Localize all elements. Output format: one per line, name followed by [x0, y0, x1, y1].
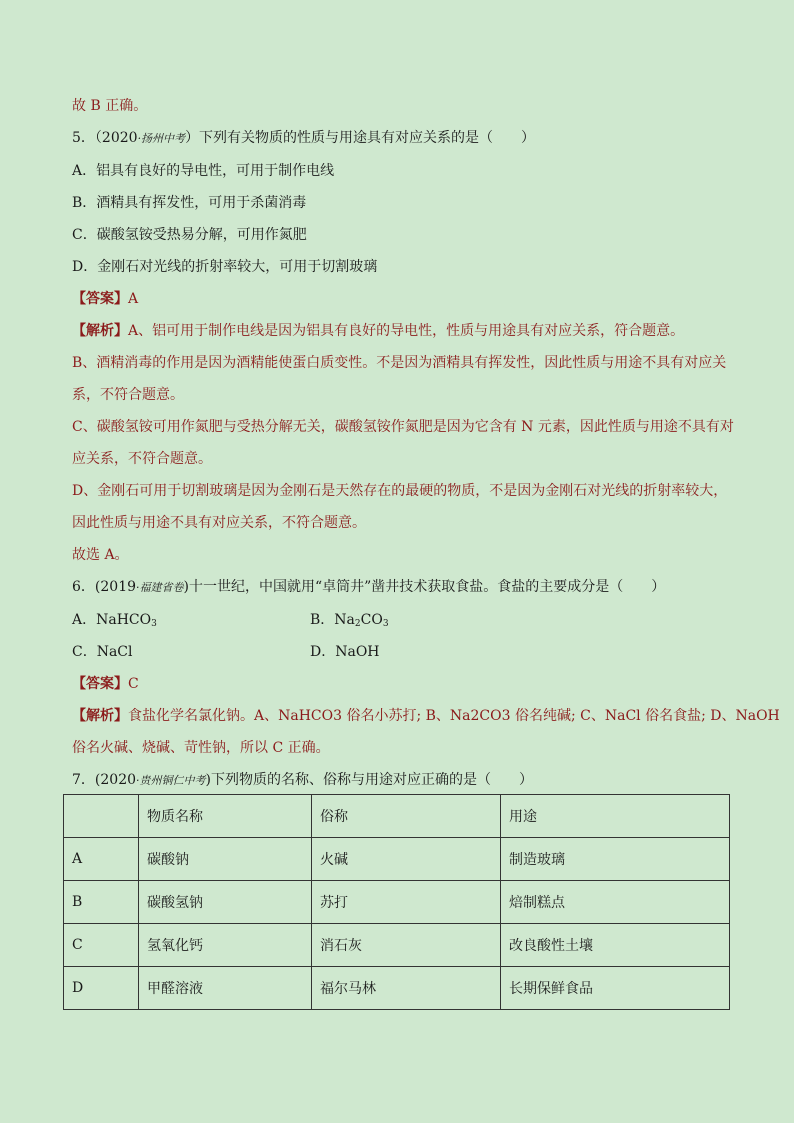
q7-year: 2020 [100, 772, 137, 788]
q5-analysis-7: 因此性质与用途不具有对应关系，不符合题意。 [72, 515, 366, 531]
table-cell: 长期保鲜食品 [501, 967, 730, 1010]
q6-stem-text: )十一世纪，中国就用“卓筒井”凿井技术获取食盐。食盐的主要成分是（ ） [183, 579, 666, 595]
q5-option-a: A．铝具有良好的导电性，可用于制作电线 [72, 163, 335, 179]
table-header-cell: 用途 [501, 795, 730, 838]
q6-options-row-2 [72, 642, 732, 662]
q5-analysis-1 [72, 321, 732, 341]
table-cell: 氢氧化钙 [139, 924, 312, 967]
q7-number: 7．( [72, 772, 101, 788]
q5-year: 2020 [101, 130, 138, 146]
q6-option-b-mid: CO [360, 612, 383, 628]
q5-number: 5．（ [72, 130, 102, 146]
q6-analysis-2: 俗名火碱、烧碱、苛性钠，所以 C 正确。 [72, 740, 330, 756]
table-cell: A [64, 838, 139, 881]
q6-option-b-sub2: 3 [382, 619, 389, 629]
q5-option-c: C．碳酸氢铵受热易分解，可用作氮肥 [72, 227, 307, 243]
q6-option-d: D．NaOH [310, 644, 380, 660]
q5-answer-value: A [128, 291, 139, 307]
q5-conclusion: 故选 A。 [72, 547, 129, 563]
q6-answer [72, 674, 732, 694]
q5-answer-label: 【答案】 [72, 291, 128, 307]
table-cell: C [64, 924, 139, 967]
q5-analysis-label: 【解析】 [72, 323, 128, 339]
table-cell: 改良酸性土壤 [501, 924, 730, 967]
q5-option-d: D．金刚石对光线的折射率较大，可用于切割玻璃 [72, 259, 378, 275]
table-cell: 福尔马林 [312, 967, 501, 1010]
q6-analysis-text-1: 食盐化学名氯化钠。A、NaHCO3 俗名小苏打; B、Na2CO3 俗名纯碱; C、NaCl 俗名食盐; D、NaOH [128, 708, 780, 724]
q5-analysis-text-1: A、铝可用于制作电线是因为铝具有良好的导电性，性质与用途具有对应关系，符合题意。 [128, 323, 685, 339]
q6-options-row-1 [72, 610, 732, 630]
table-row [64, 881, 730, 924]
q6-year: 2019 [100, 579, 137, 595]
table-cell: 碳酸钠 [139, 838, 312, 881]
table-header-cell [64, 795, 139, 838]
q5-analysis-6: D、金刚石可用于切割玻璃是因为金刚石是天然存在的最硬的物质，不是因为金刚石对光线的折射率较大， [72, 483, 728, 499]
table-header-cell: 俗称 [312, 795, 501, 838]
table-cell: 火碱 [312, 838, 501, 881]
q6-number: 6．( [72, 579, 101, 595]
q6-answer-label: 【答案】 [72, 676, 128, 692]
q5-option-b: B．酒精具有挥发性，可用于杀菌消毒 [72, 195, 307, 211]
table-row [64, 967, 730, 1010]
question-6-stem [72, 577, 732, 598]
table-cell: 消石灰 [312, 924, 501, 967]
table-cell: 碳酸氢钠 [139, 881, 312, 924]
table-cell: B [64, 881, 139, 924]
q5-analysis-2: B、酒精消毒的作用是因为酒精能使蛋白质变性。不是因为酒精具有挥发性，因此性质与用途不具有对应关 [72, 355, 727, 371]
q6-answer-value: C [128, 676, 139, 692]
q5-answer [72, 289, 732, 309]
q6-option-a-text: A．NaHCO [72, 612, 152, 628]
question-5-stem [72, 128, 732, 149]
q5-source: ·扬州中考 [137, 132, 186, 145]
q6-option-a-sub: 3 [151, 619, 157, 629]
table-cell: 焙制糕点 [501, 881, 730, 924]
table-row [64, 924, 730, 967]
table-header-row [64, 795, 730, 838]
table-cell: 甲醛溶液 [139, 967, 312, 1010]
q5-analysis-4: C、碳酸氢铵可用作氮肥与受热分解无关，碳酸氢铵作氮肥是因为它含有 N 元素，因此性质与用途不具有对 [72, 419, 734, 435]
table-cell: 制造玻璃 [501, 838, 730, 881]
document-page [72, 96, 780, 803]
q6-option-c: C．NaCl [72, 644, 133, 660]
q7-stem-text: )下列物质的名称、俗称与用途对应正确的是（ ） [205, 772, 533, 788]
question-7-stem [72, 770, 732, 791]
q6-source: ·福建省卷 [136, 581, 184, 594]
q6-option-b [310, 610, 389, 630]
q5-analysis-5: 应关系，不符合题意。 [72, 451, 212, 467]
table-cell: D [64, 967, 139, 1010]
q6-analysis-label: 【解析】 [72, 708, 128, 724]
q5-stem-text: ）下列有关物质的性质与用途具有对应关系的是（ ） [185, 130, 536, 146]
q6-option-b-text: B．Na [310, 612, 355, 628]
q6-option-a [72, 610, 310, 630]
q6-analysis-1 [72, 706, 780, 726]
table-row [64, 838, 730, 881]
table-cell: 苏打 [312, 881, 501, 924]
q7-source: ·贵州铜仁中考 [136, 774, 206, 787]
q6-option-b-sub1: 2 [354, 619, 361, 629]
q5-analysis-3: 系，不符合题意。 [72, 387, 184, 403]
q7-table [63, 794, 730, 1010]
previous-conclusion: 故 B 正确。 [72, 98, 148, 114]
table-header-cell: 物质名称 [139, 795, 312, 838]
